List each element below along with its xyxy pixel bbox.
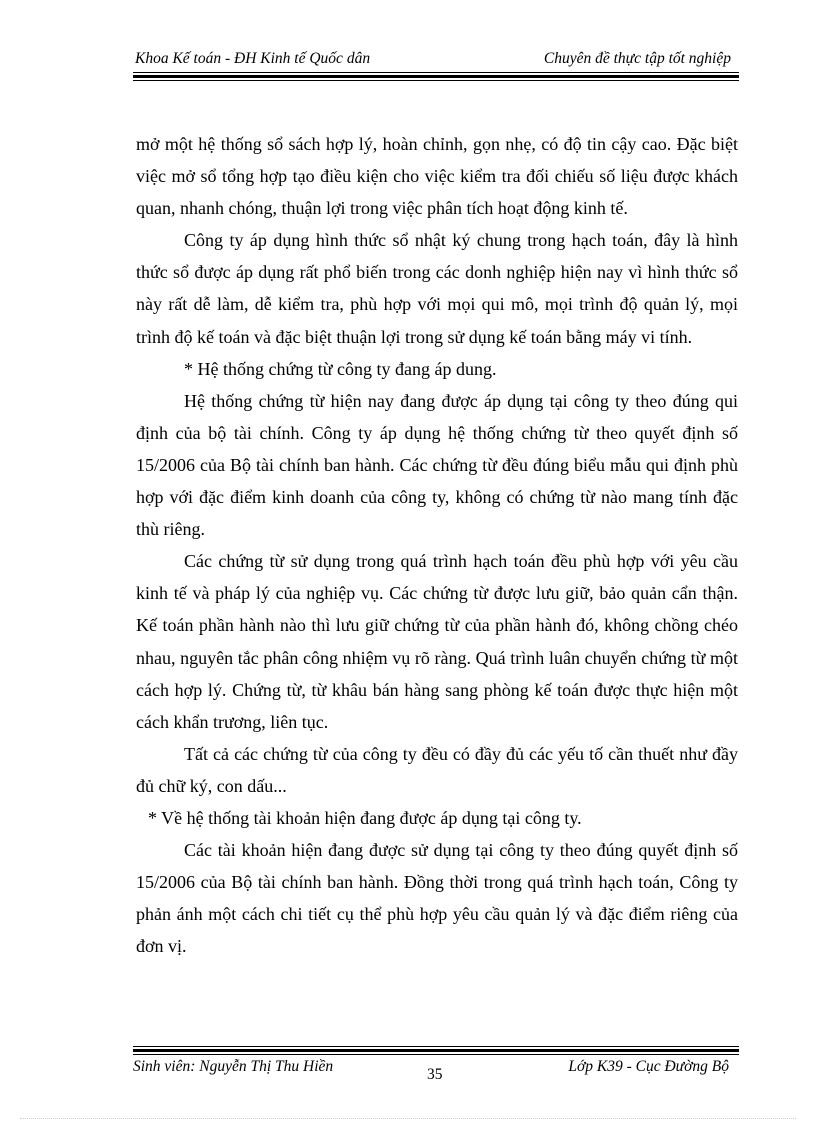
footer-rule-thick [133,1049,739,1052]
footer-rule-bottom [133,1054,739,1055]
paragraph: mở một hệ thống sổ sách hợp lý, hoàn chỉnh, gọn nhẹ, có độ tin cậy cao. Đặc biệt việc mở sổ tổng hợp tạo điều kiện cho việc kiểm tra đối chiếu số liệu được khách quan, nhanh chóng, thuận lợi trong việc phân tích hoạt động kinh tế. [136,134,738,219]
header-right-text: Chuyên đề thực tập tốt nghiệp [543,50,731,67]
footer-student-name: Sinh viên: Nguyễn Thị Thu Hiền [133,1058,334,1075]
paragraph: Hệ thống chứng từ hiện nay đang được áp dụng tại công ty theo đúng qui định của bộ tài chính. Công ty áp dụng hệ thống chứng từ theo quyết định số 15/2006 của Bộ tài chính ban hành. Các chứng từ đều đúng biểu mẫu qui định phù hợp với đặc điểm kinh doanh của công ty, không có chứng từ nào mang tính đặc thù riêng. [136,390,738,540]
footer-rule-top [133,1046,739,1047]
document-body [136,128,738,962]
header-left-text: Khoa Kế toán - ĐH Kinh tế Quốc dân [135,50,371,67]
paragraph: Các tài khoản hiện đang được sử dụng tại công ty theo đúng quyết định số 15/2006 của Bộ tài chính ban hành. Đồng thời trong quá trình hạch toán, Công ty phản ánh một cách chi tiết cụ thể phù hợp yêu cầu quản lý và đặc điểm riêng của đơn vị. [136,840,738,957]
page-header [133,46,737,70]
page-edge-dots [20,1118,796,1119]
paragraph: Các chứng từ sử dụng trong quá trình hạch toán đều phù hợp với yêu cầu kinh tế và pháp lý của nghiệp vụ. Các chứng từ được lưu giữ, bảo quản cẩn thận. Kế toán phần hành nào thì lưu giữ chứng từ của phần hành đó, không chồng chéo nhau, nguyên tắc phân công nhiệm vụ rõ ràng. Quá trình luân chuyển chứng từ một cách hợp lý. Chứng từ, từ khâu bán hàng sang phòng kế toán được thực hiện một cách khẩn trương, liên tục. [136,551,738,732]
page-footer [133,1058,739,1088]
footer-class-name: Lớp K39 - Cục Đường Bộ [568,1058,729,1075]
header-rule-thick [133,75,739,78]
paragraph: Công ty áp dụng hình thức sổ nhật ký chung trong hạch toán, đây là hình thức sổ được áp dụng rất phổ biến trong các donh nghiệp hiện nay vì hình thức sổ này rất dễ làm, dễ kiểm tra, phù hợp với mọi qui mô, mọi trình độ quản lý, mọi trình độ kế toán và đặc biệt thuận lợi trong sử dụng kế toán bằng máy vi tính. [136,230,738,347]
section-heading: * Hệ thống chứng từ công ty đang áp dung. [184,358,497,379]
section-heading: * Về hệ thống tài khoản hiện đang được áp dụng tại công ty. [148,807,582,828]
page-number: 35 [427,1066,443,1083]
header-rule-bottom [133,80,739,81]
paragraph: Tất cả các chứng từ của công ty đều có đầy đủ các yếu tố cần thuết như đầy đủ chữ ký, con dấu... [136,743,738,796]
header-rule-thin [133,72,739,73]
